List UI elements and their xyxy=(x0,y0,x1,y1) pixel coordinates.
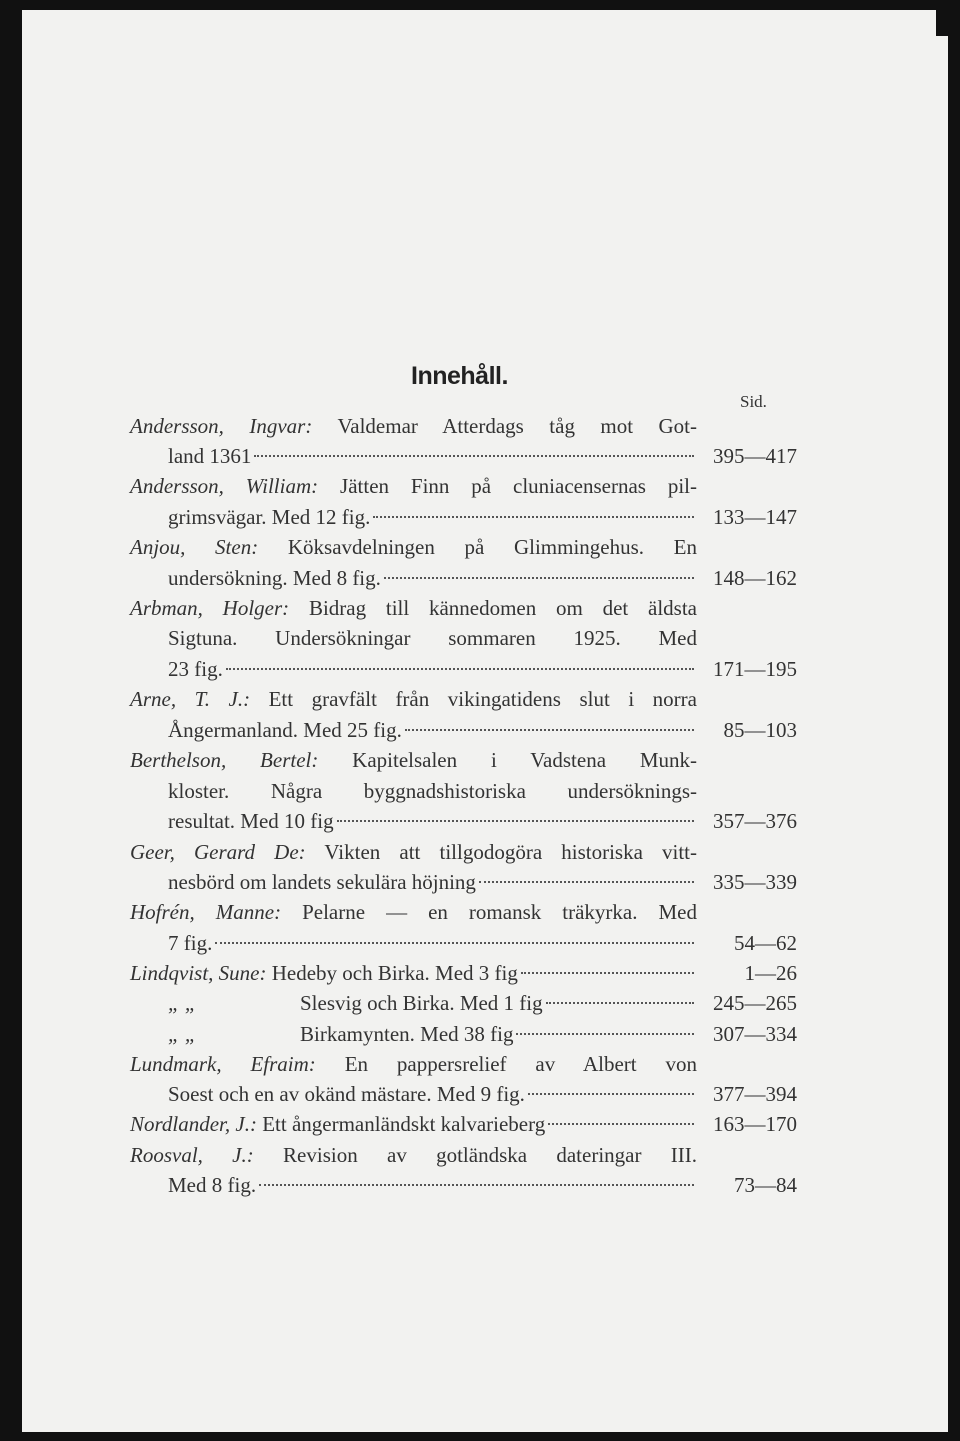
toc-page-range: 377—394 xyxy=(713,1082,797,1106)
toc-entry-line xyxy=(130,533,697,561)
dot-leader xyxy=(259,1184,694,1186)
toc-title-text: Slesvig och Birka. Med 1 fig xyxy=(300,991,543,1015)
dot-leader xyxy=(405,729,694,731)
toc-title-text: grimsvägar. Med 12 fig. xyxy=(168,505,371,529)
dot-leader xyxy=(548,1123,694,1125)
toc-page-range: 335—339 xyxy=(713,870,797,894)
toc-title-text: Ett gravfält från vikingatidens slut i norra xyxy=(268,687,697,711)
toc-title-text: Birkamynten. Med 38 fig xyxy=(300,1022,514,1046)
toc-entry-line xyxy=(168,564,697,592)
toc-entry-line xyxy=(168,777,697,805)
toc-entry-line xyxy=(130,898,697,926)
toc-title-text: Jätten Finn på cluniacensernas pil- xyxy=(340,474,697,498)
dot-leader xyxy=(373,516,694,518)
toc-entry-line xyxy=(168,716,697,744)
toc-entry-line xyxy=(168,929,697,957)
toc-author: Geer, Gerard De: xyxy=(130,840,306,864)
toc-author: Anjou, Sten: xyxy=(130,535,259,559)
toc-entry-line xyxy=(168,1080,697,1108)
toc-entry-line xyxy=(130,1050,697,1078)
toc-entry-line xyxy=(130,685,697,713)
ditto-mark: „ „ xyxy=(168,1022,197,1046)
page-title: Innehåll. xyxy=(411,362,508,390)
toc-entry-line xyxy=(168,624,697,652)
toc-page-range: 395—417 xyxy=(713,444,797,468)
toc-author: Nordlander, J.: xyxy=(130,1112,257,1136)
toc-title-text: En pappersrelief av Albert von xyxy=(344,1052,697,1076)
toc-title-text: Revision av gotländska dateringar III. xyxy=(283,1143,697,1167)
toc-entry-line xyxy=(130,959,697,987)
toc-title-text: resultat. Med 10 fig xyxy=(168,809,334,833)
toc-entry-line xyxy=(168,503,697,531)
toc-title-text: 7 fig. xyxy=(168,931,213,955)
toc-title-text: Köksavdelningen på Glimmingehus. En xyxy=(287,535,698,559)
toc-entry-line xyxy=(168,1020,697,1048)
toc-entry-line xyxy=(130,472,697,500)
toc-author: Lindqvist, Sune: xyxy=(130,961,267,985)
toc-author: Roosval, J.: xyxy=(130,1143,254,1167)
dot-leader xyxy=(384,577,694,579)
toc-entry-line xyxy=(168,868,697,896)
toc-page-range: 54—62 xyxy=(734,931,797,955)
toc-author: Berthelson, Bertel: xyxy=(130,748,319,772)
toc-entry-line xyxy=(130,746,697,774)
toc-title-text: Kapitelsalen i Vadstena Munk- xyxy=(352,748,697,772)
toc-author: Hofrén, Manne: xyxy=(130,900,282,924)
dot-leader xyxy=(479,881,694,883)
toc-entry-line xyxy=(130,838,697,866)
toc-entry-line xyxy=(168,655,697,683)
toc-entry-line xyxy=(168,1171,697,1199)
toc-page-range: 133—147 xyxy=(713,505,797,529)
toc-author: Andersson, Ingvar: xyxy=(130,414,313,438)
toc-entry-line xyxy=(130,594,697,622)
toc-entry-line xyxy=(130,1110,697,1138)
toc-title-text: land 1361 xyxy=(168,444,252,468)
toc-page-range: 171—195 xyxy=(713,657,797,681)
toc-title-text: Pelarne — en romansk träkyrka. Med xyxy=(302,900,697,924)
ditto-mark: „ „ xyxy=(168,991,197,1015)
toc-author: Arne, T. J.: xyxy=(130,687,251,711)
toc-title-text: undersökning. Med 8 fig. xyxy=(168,566,381,590)
toc-entry-line xyxy=(168,807,697,835)
toc-title-text: Med 8 fig. xyxy=(168,1173,257,1197)
toc-title-text: kloster. Några byggnadshistoriska undersöknings- xyxy=(168,779,697,803)
toc-title-text: Ett ångermanländskt kalvarieberg xyxy=(262,1112,546,1136)
toc-entry-line xyxy=(130,412,697,440)
toc-entry-line xyxy=(168,442,697,470)
toc-title-text: Soest och en av okänd mästare. Med 9 fig. xyxy=(168,1082,525,1106)
toc-title-text: Ångermanland. Med 25 fig. xyxy=(168,718,402,742)
toc-entry-line xyxy=(130,1141,697,1169)
toc-title-text: 23 fig. xyxy=(168,657,223,681)
dot-leader xyxy=(337,820,694,822)
scan-border xyxy=(936,0,960,36)
toc-page-range: 1—26 xyxy=(744,961,797,985)
toc-page-range: 85—103 xyxy=(723,718,797,742)
toc-title-text: Vikten att tillgodogöra historiska vitt- xyxy=(324,840,698,864)
toc-title-text: Valdemar Atterdags tåg mot Got- xyxy=(337,414,698,438)
dot-leader xyxy=(254,455,694,457)
toc-title-text: Sigtuna. Undersökningar sommaren 1925. Med xyxy=(168,626,697,650)
toc-page-range: 73—84 xyxy=(734,1173,797,1197)
toc-author: Arbman, Holger: xyxy=(130,596,290,620)
dot-leader xyxy=(516,1033,694,1035)
toc-entry-line xyxy=(168,989,697,1017)
dot-leader xyxy=(226,668,694,670)
dot-leader xyxy=(521,972,694,974)
toc-page-range: 163—170 xyxy=(713,1112,797,1136)
dot-leader xyxy=(546,1002,694,1004)
page-column-header: Sid. xyxy=(740,392,767,411)
toc-page-range: 307—334 xyxy=(713,1022,797,1046)
toc-page-range: 148—162 xyxy=(713,566,797,590)
dot-leader xyxy=(215,942,694,944)
toc-author: Lundmark, Efraim: xyxy=(130,1052,316,1076)
toc-author: Andersson, William: xyxy=(130,474,319,498)
toc-title-text: nesbörd om landets sekulära höjning xyxy=(168,870,476,894)
dot-leader xyxy=(528,1093,694,1095)
toc-title-text: Bidrag till kännedomen om det äldsta xyxy=(308,596,698,620)
toc-page-range: 245—265 xyxy=(713,991,797,1015)
toc-title-text: Hedeby och Birka. Med 3 fig xyxy=(271,961,518,985)
toc-page-range: 357—376 xyxy=(713,809,797,833)
